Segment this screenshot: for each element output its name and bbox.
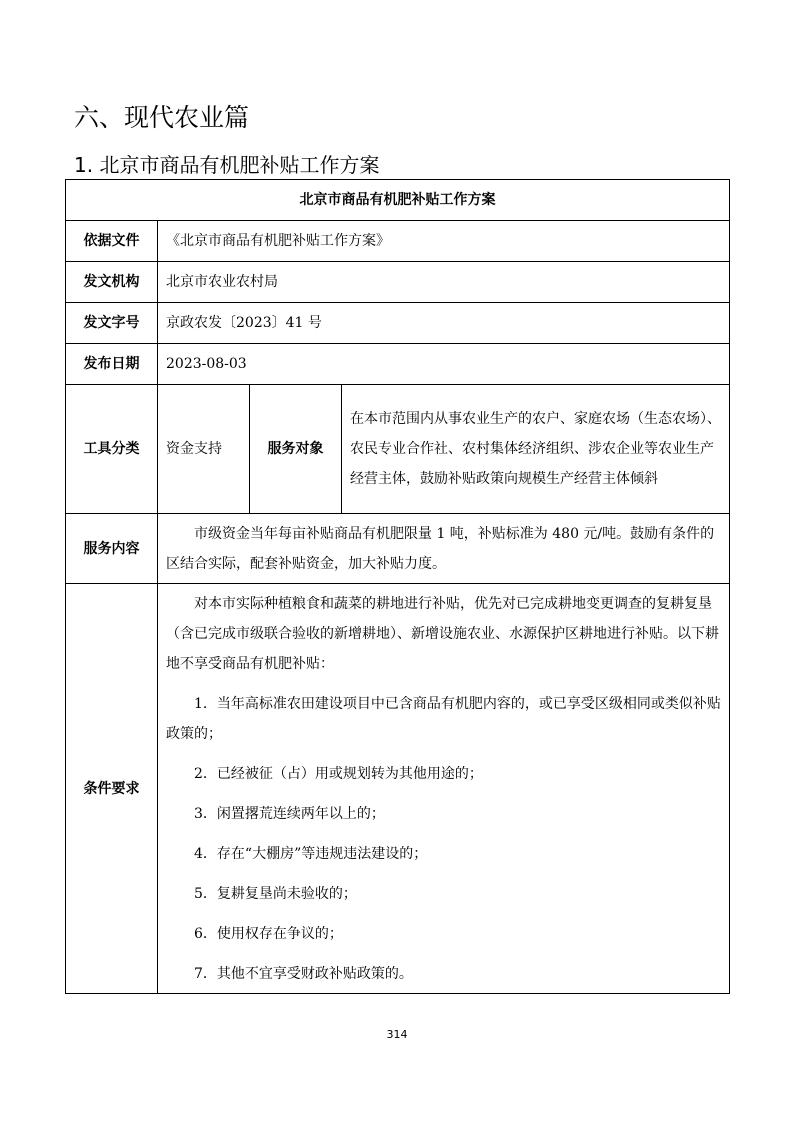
condition-item: 6．使用权存在争议的； xyxy=(194,925,343,942)
condition-item: 5．复耕复垦尚未验收的； xyxy=(194,885,357,902)
condition-item: 7．其他不宜享受财政补贴政策的。 xyxy=(194,965,413,982)
issuer-value: 北京市农业农村局 xyxy=(158,262,730,303)
conditions-label: 条件要求 xyxy=(66,584,158,994)
table-row xyxy=(66,385,730,514)
page-number: 314 xyxy=(386,1028,408,1041)
condition-item: 2．已经被征（占）用或规划转为其他用途的； xyxy=(194,765,483,782)
tool-category-label: 工具分类 xyxy=(66,385,158,514)
service-target-value: 在本市范围内从事农业生产的农户、家庭农场（生态农场）、农民专业合作社、农村集体经济组织、涉农企业等农业生产经营主体，鼓励补贴政策向规模生产经营主体倾斜 xyxy=(342,385,730,514)
service-target-label: 服务对象 xyxy=(250,385,342,514)
basis-value: 《北京市商品有机肥补贴工作方案》 xyxy=(158,221,730,262)
conditions-intro: 对本市实际种植粮食和蔬菜的耕地进行补贴，优先对已完成耕地变更调查的复耕复垦（含已完成市级联合验收的新增耕地）、新增设施农业、水源保护区耕地进行补贴。以下耕地不享受商品有机肥补贴： xyxy=(166,595,719,672)
table-row xyxy=(66,584,730,994)
table-row xyxy=(66,262,730,303)
service-content-label: 服务内容 xyxy=(66,514,158,584)
date-value: 2023-08-03 xyxy=(158,344,730,385)
conditions-value xyxy=(158,584,730,994)
table-row xyxy=(66,221,730,262)
table-row xyxy=(66,303,730,344)
condition-item: 4．存在“大棚房”等违规违法建设的； xyxy=(194,845,428,862)
section-heading: 六、现代农业篇 xyxy=(74,103,250,132)
table-title: 北京市商品有机肥补贴工作方案 xyxy=(66,180,730,221)
doc-number-label: 发文字号 xyxy=(66,303,158,344)
doc-number-value: 京政农发〔2023〕41 号 xyxy=(158,303,730,344)
policy-table xyxy=(65,179,730,994)
service-content-value xyxy=(158,514,730,584)
date-label: 发布日期 xyxy=(66,344,158,385)
tool-category-value: 资金支持 xyxy=(158,385,250,514)
document-title: 1. 北京市商品有机肥补贴工作方案 xyxy=(74,153,380,177)
table-row xyxy=(66,344,730,385)
issuer-label: 发文机构 xyxy=(66,262,158,303)
service-content-text: 市级资金当年每亩补贴商品有机肥限量 1 吨，补贴标准为 480 元/吨。鼓励有条件的区结合实际，配套补贴资金，加大补贴力度。 xyxy=(166,525,715,572)
condition-item: 3．闲置撂荒连续两年以上的； xyxy=(194,805,385,822)
basis-label: 依据文件 xyxy=(66,221,158,262)
condition-item: 1．当年高标准农田建设项目中已含商品有机肥内容的，或已享受区级相同或类似补贴政策的； xyxy=(166,695,721,742)
table-row xyxy=(66,514,730,584)
